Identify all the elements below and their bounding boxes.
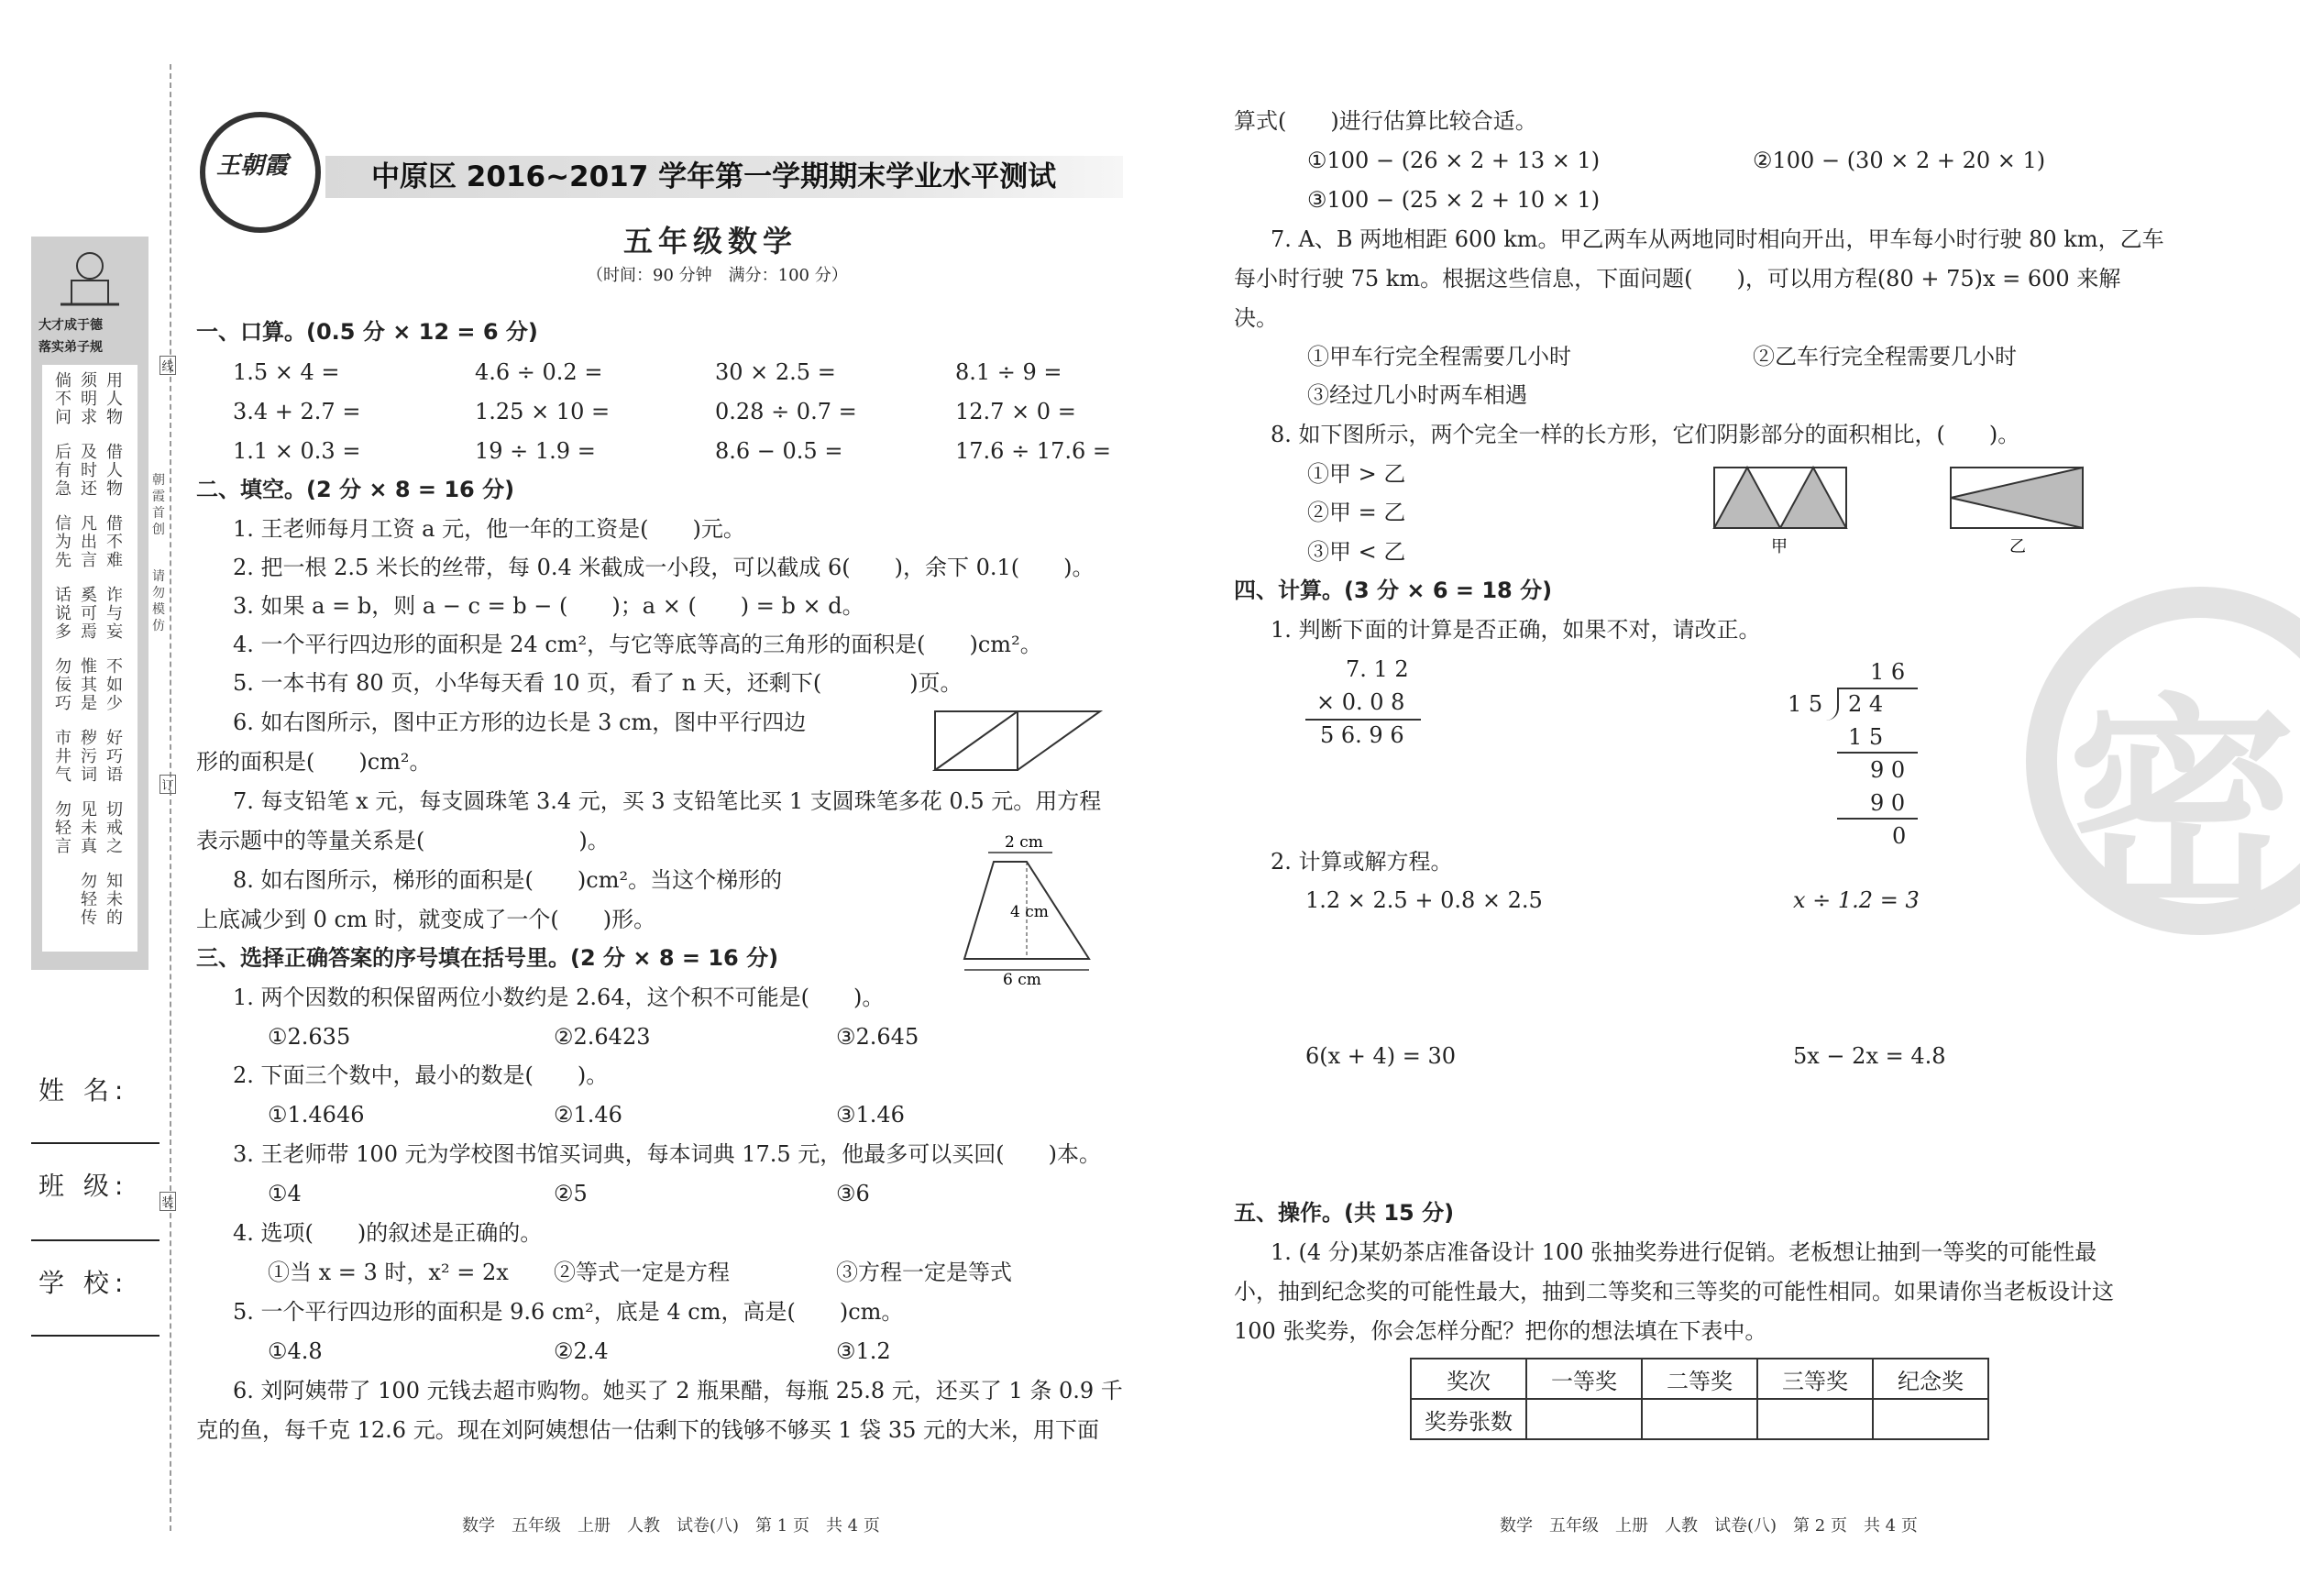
trapezoid-top-label: 2 cm	[1005, 833, 1043, 852]
div-line	[1837, 818, 1918, 820]
seal-mark-line: 线	[160, 356, 176, 375]
oral-item: 19 ÷ 1.9 =	[475, 438, 596, 464]
school-field[interactable]	[31, 1335, 160, 1337]
choice-question-3: 3. 王老师带 100 元为学校图书馆买词典，每本词典 17.5 元，他最多可以买回( )本。	[233, 1141, 1102, 1167]
mul-row-2: × 0. 0 8	[1316, 689, 1405, 715]
exam-title: 中原区 2016~2017 学年第一学期期末学业水平测试	[371, 160, 1057, 193]
oral-item: 1.25 × 10 =	[475, 399, 611, 424]
maxim-column: 用人物	[106, 371, 123, 427]
div-divisor: 1 5	[1788, 691, 1823, 717]
choice-option: ①100 − (26 × 2 + 13 × 1)	[1307, 148, 1601, 173]
oral-item: 8.6 − 0.5 =	[715, 438, 843, 464]
table-header-row	[1411, 1359, 1988, 1399]
choice-option: ②甲 = 乙	[1307, 500, 1406, 525]
fill-question-7-cont: 表示题中的等量关系是( )。	[196, 828, 610, 853]
fill-question-8-cont: 上底减少到 0 cm 时，就变成了一个( )形。	[196, 907, 656, 932]
div-step: 9 0	[1870, 790, 1906, 816]
maxim-column: 及时还	[81, 443, 97, 499]
choice-question-5: 5. 一个平行四边形的面积是 9.6 cm²，底是 4 cm，高是( )cm。	[233, 1299, 904, 1325]
copyright-note: 朝霞首创	[152, 473, 165, 537]
choice-question-7-cont: 每小时行驶 75 km。根据这些信息，下面问题( )，可以用方程(80 + 75)x = 600 来解	[1234, 266, 2121, 292]
choice-option: ①4	[268, 1181, 302, 1206]
class-label: 班 级:	[39, 1171, 129, 1201]
name-label: 姓 名:	[39, 1075, 129, 1106]
motto-line-2: 落实弟子规	[39, 340, 103, 355]
oral-item: 4.6 ÷ 0.2 =	[475, 359, 603, 385]
oral-item: 12.7 × 0 =	[955, 399, 1076, 424]
fill-question-1: 1. 王老师每月工资 a 元，他一年的工资是( )元。	[233, 516, 745, 542]
section-5-heading: 五、操作。(共 15 分)	[1234, 1200, 1455, 1226]
table-header-cell: 奖次	[1411, 1359, 1526, 1399]
choice-option: ②2.6423	[554, 1024, 651, 1050]
name-field[interactable]	[31, 1142, 160, 1144]
equation-2: x ÷ 1.2 = 3	[1793, 887, 1920, 913]
choice-option: ①1.4646	[268, 1102, 365, 1128]
logo-text: 王朝霞	[216, 152, 289, 180]
choice-option: ③2.645	[836, 1024, 919, 1050]
maxim-column: 市井气	[55, 729, 72, 785]
div-line	[1837, 752, 1918, 754]
maxim-column: 好巧语	[106, 729, 123, 785]
div-step: 1 5	[1848, 724, 1884, 750]
fill-question-6: 6. 如右图所示，图中正方形的边长是 3 cm，图中平行四边	[233, 710, 807, 735]
fill-question-8: 8. 如右图所示，梯形的面积是( )cm²。当这个梯形的	[233, 867, 783, 893]
oral-item: 0.28 ÷ 0.7 =	[715, 399, 857, 424]
section-1-heading: 一、口算。(0.5 分 × 12 = 6 分)	[196, 319, 538, 345]
calc-question-1: 1. 判断下面的计算是否正确，如果不对，请改正。	[1271, 617, 1761, 643]
div-remainder: 0	[1892, 823, 1907, 849]
trapezoid-bottom-label: 6 cm	[1003, 971, 1041, 986]
choice-option: ②100 − (30 × 2 + 20 × 1)	[1753, 148, 2046, 173]
div-bracket	[1824, 689, 1839, 721]
choice-question-2: 2. 下面三个数中，最小的数是( )。	[233, 1062, 609, 1088]
mul-row-1: 7. 1 2	[1346, 656, 1409, 682]
choice-question-6-end: 算式( )进行估算比较合适。	[1234, 108, 1537, 134]
maxim-box	[42, 365, 138, 952]
fill-question-4: 4. 一个平行四边形的面积是 24 cm²，与它等底等高的三角形的面积是( )cm²。	[233, 632, 1042, 657]
maxim-column: 借不难	[106, 514, 123, 570]
choice-option: ③方程一定是等式	[836, 1260, 1012, 1285]
calc-question-2: 2. 计算或解方程。	[1271, 849, 1453, 875]
square-parallelogram-figure	[931, 706, 1106, 776]
choice-option: ③1.2	[836, 1338, 891, 1364]
choice-option: ①甲 > 乙	[1307, 461, 1406, 487]
table-header-cell: 二等奖	[1642, 1359, 1757, 1399]
div-step: 9 0	[1870, 757, 1906, 783]
table-header-cell: 三等奖	[1757, 1359, 1873, 1399]
shaded-rectangles-figure	[1711, 464, 2086, 556]
choice-option: ①当 x = 3 时，x² = 2x	[268, 1260, 509, 1285]
maxim-column: 知未的	[106, 872, 123, 928]
maxim-column: 勿轻言	[55, 800, 72, 856]
trapezoid-figure	[953, 831, 1100, 986]
fill-question-6-cont: 形的面积是( )cm²。	[196, 749, 432, 775]
mul-line	[1305, 719, 1421, 721]
watermark-char: 密	[2067, 675, 2296, 941]
no-copy-note: 请勿模仿	[152, 569, 165, 633]
figure-label-jia: 甲	[1771, 537, 1788, 556]
choice-question-7-end: 决。	[1234, 305, 1278, 331]
choice-option: ②5	[554, 1181, 588, 1206]
school-label: 学 校:	[39, 1268, 129, 1298]
seal-mark-ding: 订	[160, 775, 176, 794]
fill-question-7: 7. 每支铅笔 x 元，每支圆珠笔 3.4 元，买 3 支铅笔比买 1 支圆珠笔多花 0.5 元。用方程	[233, 788, 1102, 814]
choice-option: ②乙车行完全程需要几小时	[1753, 344, 2017, 369]
div-bar	[1837, 688, 1918, 689]
class-field[interactable]	[31, 1239, 160, 1241]
choice-option: ③甲 < 乙	[1307, 539, 1406, 565]
equation-3: 6(x + 4) = 30	[1305, 1043, 1457, 1069]
choice-option: ①甲车行完全程需要几小时	[1307, 344, 1571, 369]
operation-question-1: 1. (4 分)某奶茶店准备设计 100 张抽奖券进行促销。老板想让抽到一等奖的可能性最	[1271, 1239, 2097, 1265]
motto-line-1: 大才成于德	[39, 318, 103, 333]
oral-item: 17.6 ÷ 17.6 =	[955, 438, 1111, 464]
maxim-column: 倘不问	[55, 371, 72, 427]
maxim-column: 后有急	[55, 443, 72, 499]
table-row-label: 奖券张数	[1411, 1399, 1526, 1439]
choice-option: ③6	[836, 1181, 870, 1206]
maxim-column: 惟其是	[81, 657, 97, 713]
oral-item: 1.1 × 0.3 =	[233, 438, 361, 464]
maxim-column: 勿轻传	[81, 872, 97, 928]
maxim-column: 见未真	[81, 800, 97, 856]
choice-option: ①4.8	[268, 1338, 323, 1364]
answer-cell[interactable]	[1642, 1399, 1757, 1439]
choice-option: ③100 − (25 × 2 + 10 × 1)	[1307, 187, 1601, 213]
oral-item: 1.5 × 4 =	[233, 359, 340, 385]
maxim-column: 切戒之	[106, 800, 123, 856]
footer-right: 数学 五年级 上册 人教 试卷(八) 第 2 页 共 4 页	[1500, 1516, 1918, 1535]
oral-item: 30 × 2.5 =	[715, 359, 836, 385]
operation-question-1-cont: 小，抽到纪念奖的可能性最大，抽到二等奖和三等奖的可能性相同。如果请你当老板设计这	[1234, 1279, 2114, 1304]
trapezoid-height-label: 4 cm	[1010, 903, 1049, 921]
div-dividend: 2 4	[1848, 691, 1884, 717]
subject-title: 五年级数学	[623, 224, 798, 259]
choice-option: ③1.46	[836, 1102, 905, 1128]
choice-option: ②等式一定是方程	[554, 1260, 730, 1285]
choice-question-7: 7. A、B 两地相距 600 km。甲乙两车从两地同时相向开出，甲车每小时行驶 80 km，乙车	[1271, 226, 2164, 252]
operation-question-1-end: 100 张奖券，你会怎样分配？把你的想法填在下表中。	[1234, 1318, 1767, 1344]
maxim-column: 借人物	[106, 443, 123, 499]
choice-option: ③经过几小时两车相遇	[1307, 382, 1527, 408]
div-quotient: 1 6	[1870, 659, 1906, 685]
maxim-column: 奚可焉	[81, 586, 97, 642]
choice-option: ②2.4	[554, 1338, 609, 1364]
oral-item: 8.1 ÷ 9 =	[955, 359, 1062, 385]
footer-left: 数学 五年级 上册 人教 试卷(八) 第 1 页 共 4 页	[462, 1516, 880, 1535]
fill-question-2: 2. 把一根 2.5 米长的丝带，每 0.4 米截成一小段，可以截成 6( )，余下 0.1( )。	[233, 555, 1095, 580]
table-row	[1411, 1399, 1988, 1439]
scholar-icon	[51, 246, 128, 310]
maxim-column: 凡出言	[81, 514, 97, 570]
seal-mark-zhuang: 装	[160, 1192, 176, 1211]
binding-line	[170, 64, 171, 1531]
award-table	[1410, 1358, 1989, 1440]
maxim-column: 须明求	[81, 371, 97, 427]
oral-item: 3.4 + 2.7 =	[233, 399, 361, 424]
choice-question-6: 6. 刘阿姨带了 100 元钱去超市购物。她买了 2 瓶果醋，每瓶 25.8 元，还买了 1 条 0.9 千	[233, 1378, 1123, 1403]
choice-question-1: 1. 两个因数的积保留两位小数约是 2.64，这个积不可能是( )。	[233, 985, 885, 1010]
choice-question-8: 8. 如下图所示，两个完全一样的长方形，它们阴影部分的面积相比，( )。	[1271, 422, 2020, 447]
maxim-column: 勿佞巧	[55, 657, 72, 713]
fill-question-5: 5. 一本书有 80 页，小华每天看 10 页，看了 n 天，还剩下( )页。	[233, 670, 963, 696]
answer-cell[interactable]	[1757, 1399, 1873, 1439]
equation-1: 1.2 × 2.5 + 0.8 × 2.5	[1305, 887, 1543, 913]
equation-4: 5x − 2x = 4.8	[1793, 1043, 1946, 1069]
figure-label-yi: 乙	[2009, 537, 2026, 556]
choice-question-4: 4. 选项( )的叙述是正确的。	[233, 1220, 543, 1246]
table-header-cell: 一等奖	[1526, 1359, 1642, 1399]
maxim-column: 诈与妄	[106, 586, 123, 642]
section-4-heading: 四、计算。(3 分 × 6 = 18 分)	[1234, 578, 1553, 603]
section-2-heading: 二、填空。(2 分 × 8 = 16 分)	[196, 477, 515, 502]
choice-option: ②1.46	[554, 1102, 622, 1128]
fill-question-3: 3. 如果 a = b，则 a − c = b − ( )；a × ( ) = b × d。	[233, 593, 864, 619]
mul-row-3: 5 6. 9 6	[1320, 722, 1404, 748]
table-header-cell: 纪念奖	[1873, 1359, 1988, 1399]
choice-option: ①2.635	[268, 1024, 351, 1050]
choice-question-6-cont: 克的鱼，每千克 12.6 元。现在刘阿姨想估一估剩下的钱够不够买 1 袋 35 元的大米，用下面	[196, 1417, 1100, 1443]
maxim-column: 话说多	[55, 586, 72, 642]
answer-cell[interactable]	[1526, 1399, 1642, 1439]
time-info: （时间：90 分钟 满分：100 分）	[587, 266, 848, 285]
section-3-heading: 三、选择正确答案的序号填在括号里。(2 分 × 8 = 16 分)	[196, 945, 779, 971]
answer-cell[interactable]	[1873, 1399, 1988, 1439]
sidebar-panel	[31, 237, 149, 970]
maxim-column: 信为先	[55, 514, 72, 570]
maxim-column: 秽污词	[81, 729, 97, 785]
maxim-column: 不如少	[106, 657, 123, 713]
